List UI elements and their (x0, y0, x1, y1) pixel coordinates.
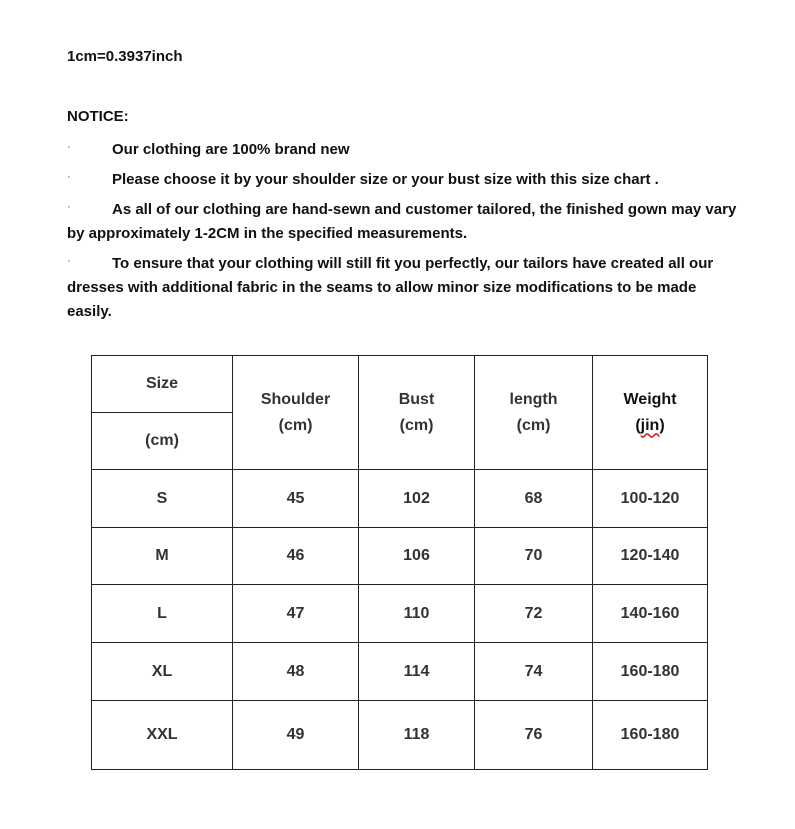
length-header-label: length (509, 390, 558, 408)
notice-item-text: As all of our clothing are hand-sewn and customer tailored, the finished gown may vary by approximately 1-2CM in the specified measurements. (67, 201, 737, 242)
shoulder-cell: 49 (233, 701, 359, 770)
length-cell: 74 (475, 643, 593, 701)
notice-item-text: Please choose it by your shoulder size or your bust size with this size chart . (112, 171, 659, 188)
weight-header-label: Weight (623, 390, 677, 408)
bust-cell: 110 (359, 585, 475, 643)
weight-cell: 160-180 (593, 701, 708, 770)
weight-unit-open: ( (635, 416, 641, 434)
notice-item-text: To ensure that your clothing will still fit you perfectly, our tailors have created all our dresses with additional fabric in the seams to allow minor size modifications to be made easily. (67, 255, 714, 320)
shoulder-header-label: Shoulder (260, 390, 331, 408)
weight-unit-word: jin (640, 416, 660, 434)
weight-cell: 160-180 (593, 643, 708, 701)
notice-item-text: Our clothing are 100% brand new (112, 141, 350, 158)
table-row (92, 643, 708, 701)
notice-item (67, 252, 737, 324)
notice-title: NOTICE: (67, 108, 129, 125)
shoulder-cell: 46 (233, 528, 359, 585)
bullet-icon: · (67, 201, 71, 213)
bullet-icon: · (67, 171, 71, 183)
weight-cell: 100-120 (593, 470, 708, 528)
size-cell: M (92, 528, 233, 585)
bullet-icon: · (67, 141, 71, 153)
shoulder-cell: 47 (233, 585, 359, 643)
size-cell: L (92, 585, 233, 643)
size-cell: S (92, 470, 233, 528)
header-row (92, 356, 708, 413)
bust-header-label: Bust (398, 390, 435, 408)
bust-header-cell (359, 356, 475, 470)
notice-item (67, 138, 737, 162)
bust-cell: 106 (359, 528, 475, 585)
length-cell: 72 (475, 585, 593, 643)
size-cell: XL (92, 643, 233, 701)
length-header-cell (475, 356, 593, 470)
size-cell: XXL (92, 701, 233, 770)
conversion-note: 1cm=0.3937inch (67, 48, 183, 65)
size-unit-cell: (cm) (92, 413, 233, 470)
notice-item (67, 168, 737, 192)
length-cell: 68 (475, 470, 593, 528)
table-row (92, 701, 708, 770)
weight-cell: 120-140 (593, 528, 708, 585)
table-row (92, 585, 708, 643)
bust-cell: 102 (359, 470, 475, 528)
size-header-cell: Size (92, 356, 233, 413)
weight-header-unit (593, 413, 707, 439)
weight-header-cell (593, 356, 708, 470)
length-cell: 76 (475, 701, 593, 770)
weight-cell: 140-160 (593, 585, 708, 643)
length-header-unit: (cm) (516, 416, 551, 434)
bullet-icon: · (67, 255, 71, 267)
notice-list (67, 138, 737, 330)
weight-unit-close: ) (659, 416, 665, 434)
length-cell: 70 (475, 528, 593, 585)
shoulder-header-unit: (cm) (278, 416, 313, 434)
bust-header-unit: (cm) (399, 416, 434, 434)
notice-item (67, 198, 737, 246)
table-row (92, 470, 708, 528)
shoulder-header-cell (233, 356, 359, 470)
bust-cell: 118 (359, 701, 475, 770)
shoulder-cell: 48 (233, 643, 359, 701)
table-row (92, 528, 708, 585)
size-chart-table (91, 355, 708, 770)
bust-cell: 114 (359, 643, 475, 701)
shoulder-cell: 45 (233, 470, 359, 528)
